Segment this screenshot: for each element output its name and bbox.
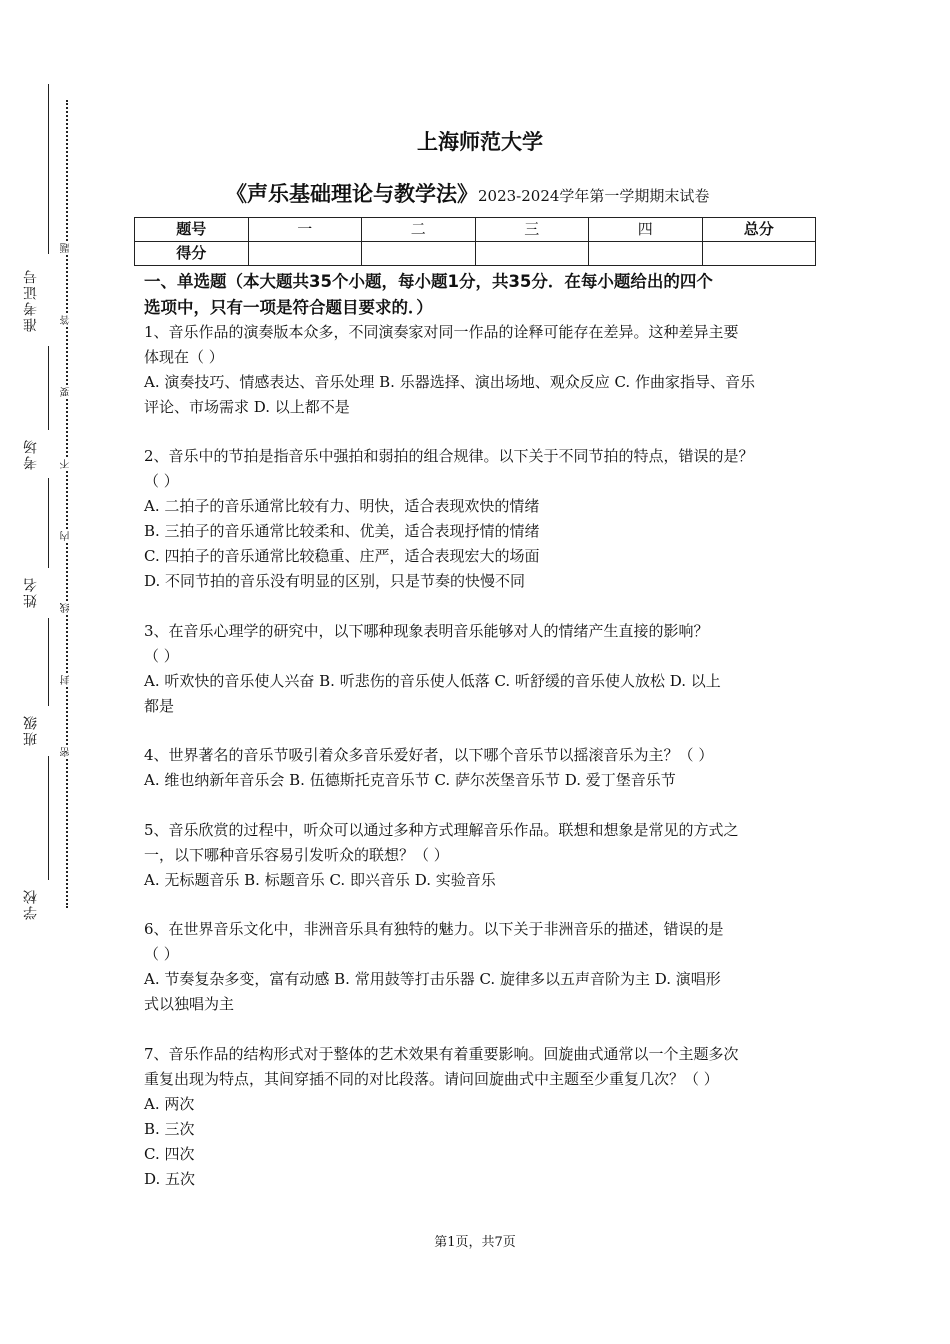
question-stem-line: 1、音乐作品的演奏版本众多，不同演奏家对同一作品的诠释可能存在差异。这种差异主要 — [144, 323, 739, 341]
question-options-line: 评论、市场需求 D. 以上都不是 — [144, 398, 350, 416]
question-stem-line: 一，以下哪种音乐容易引发听众的联想？（ ） — [144, 846, 449, 864]
question-4 — [144, 743, 816, 793]
name-label: 姓名 — [23, 576, 39, 608]
question-stem-line: 重复出现为特点，其间穿插不同的对比段落。请问回旋曲式中主题至少重复几次？（ ） — [144, 1070, 719, 1088]
question-stem-line: 5、音乐欣赏的过程中，听众可以通过多种方式理解音乐作品。联想和想象是常见的方式之 — [144, 821, 739, 839]
score-cell[interactable] — [475, 242, 589, 266]
class-label: 班级 — [23, 714, 39, 746]
exam-id-blank-line — [48, 84, 49, 254]
question-5 — [144, 818, 816, 893]
option-b: B. 三拍子的音乐通常比较柔和、优美，适合表现抒情的情绪 — [144, 522, 540, 540]
question-options-line: A. 维也纳新年音乐会 B. 伍德斯托克音乐节 C. 萨尔茨堡音乐节 D. 爱丁堡音乐节 — [144, 771, 676, 789]
score-cell[interactable] — [702, 242, 816, 266]
question-7 — [144, 1042, 816, 1192]
score-cell[interactable] — [589, 242, 703, 266]
question-stem-line: 体现在（ ） — [144, 348, 224, 366]
seal-char: 密 — [61, 747, 72, 757]
score-header-cell: 题号 — [135, 218, 249, 242]
seal-dotted-line — [66, 100, 68, 908]
question-3 — [144, 619, 816, 719]
school-label: 学校 — [23, 888, 39, 920]
class-field — [18, 618, 44, 750]
exam-id-label: 准考证号 — [23, 268, 39, 332]
question-options-line: A. 无标题音乐 B. 标题音乐 C. 即兴音乐 D. 实验音乐 — [144, 871, 496, 889]
question-options-line: A. 演奏技巧、情感表达、音乐处理 B. 乐器选择、演出场地、观众反应 C. 作曲家指导、音乐 — [144, 373, 755, 391]
section-heading-line: 选项中，只有一项是符合题目要求的．） — [144, 298, 433, 317]
option-d: D. 不同节拍的音乐没有明显的区别，只是节奏的快慢不同 — [144, 572, 526, 590]
class-blank-line — [48, 618, 49, 706]
seal-char: 答 — [61, 315, 72, 325]
question-1 — [144, 320, 816, 420]
question-options-line: 式以独唱为主 — [144, 995, 235, 1013]
seal-char: 内 — [61, 531, 72, 541]
seal-char: 封 — [61, 675, 72, 685]
option-c: C. 四拍子的音乐通常比较稳重、庄严，适合表现宏大的场面 — [144, 547, 540, 565]
seal-char: 线 — [61, 603, 72, 613]
score-header-cell: 总分 — [702, 218, 816, 242]
score-cell[interactable] — [248, 242, 362, 266]
score-row-label: 得分 — [135, 242, 249, 266]
page-number: 第1页，共7页 — [434, 1235, 516, 1250]
exam-title — [226, 178, 709, 208]
question-options-line: A. 听欢快的音乐使人兴奋 B. 听悲伤的音乐使人低落 C. 听舒缓的音乐使人放松 D. 以上 — [144, 672, 721, 690]
name-blank-line — [48, 478, 49, 568]
seal-char: 不 — [61, 459, 72, 469]
option-c: C. 四次 — [144, 1145, 195, 1163]
course-name: 《声乐基础理论与教学法》 — [226, 182, 478, 206]
school-field — [18, 756, 44, 924]
score-header-cell: 四 — [589, 218, 703, 242]
question-stem-line: 3、在音乐心理学的研究中，以下哪种现象表明音乐能够对人的情绪产生直接的影响？ — [144, 622, 709, 640]
school-name: 上海师范大学 — [417, 130, 543, 154]
question-stem-line: （ ） — [144, 647, 179, 665]
question-2 — [144, 444, 816, 594]
option-b: B. 三次 — [144, 1120, 195, 1138]
score-header-cell: 三 — [475, 218, 589, 242]
question-stem-line: 2、音乐中的节拍是指音乐中强拍和弱拍的组合规律。以下关于不同节拍的特点，错误的是？ — [144, 447, 754, 465]
score-table-score-row — [135, 242, 816, 266]
exam-room-blank-line — [48, 346, 49, 430]
option-a: A. 两次 — [144, 1095, 195, 1113]
question-6 — [144, 917, 816, 1017]
option-a: A. 二拍子的音乐通常比较有力、明快，适合表现欢快的情绪 — [144, 497, 540, 515]
option-d: D. 五次 — [144, 1170, 196, 1188]
question-stem-line: 4、世界著名的音乐节吸引着众多音乐爱好者，以下哪个音乐节以摇滚音乐为主？（ ） — [144, 746, 714, 764]
school-blank-line — [48, 756, 49, 880]
exam-term: 2023-2024学年第一学期期末试卷 — [478, 187, 710, 205]
seal-char: 题 — [61, 243, 72, 253]
score-table-header-row — [135, 218, 816, 242]
score-header-cell: 一 — [248, 218, 362, 242]
question-options-line: A. 节奏复杂多变，富有动感 B. 常用鼓等打击乐器 C. 旋律多以五声音阶为主 D. 演唱形 — [144, 970, 721, 988]
score-header-cell: 二 — [362, 218, 476, 242]
binding-margin — [0, 0, 110, 1344]
question-stem-line: 6、在世界音乐文化中，非洲音乐具有独特的魅力。以下关于非洲音乐的描述，错误的是 — [144, 920, 724, 938]
question-stem-line: （ ） — [144, 945, 179, 963]
exam-room-label: 考场 — [23, 438, 39, 470]
seal-char: 要 — [61, 387, 72, 397]
section-heading — [144, 269, 816, 321]
score-table — [134, 217, 816, 266]
exam-room-field — [18, 346, 44, 474]
question-stem-line: 7、音乐作品的结构形式对于整体的艺术效果有着重要影响。回旋曲式通常以一个主题多次 — [144, 1045, 739, 1063]
question-options-line: 都是 — [144, 697, 175, 715]
question-stem-line: （ ） — [144, 472, 179, 490]
name-field — [18, 478, 44, 612]
exam-id-field — [18, 84, 44, 342]
section-heading-line: 一、单选题（本大题共35个小题，每小题1分，共35分．在每小题给出的四个 — [144, 272, 713, 291]
score-cell[interactable] — [362, 242, 476, 266]
